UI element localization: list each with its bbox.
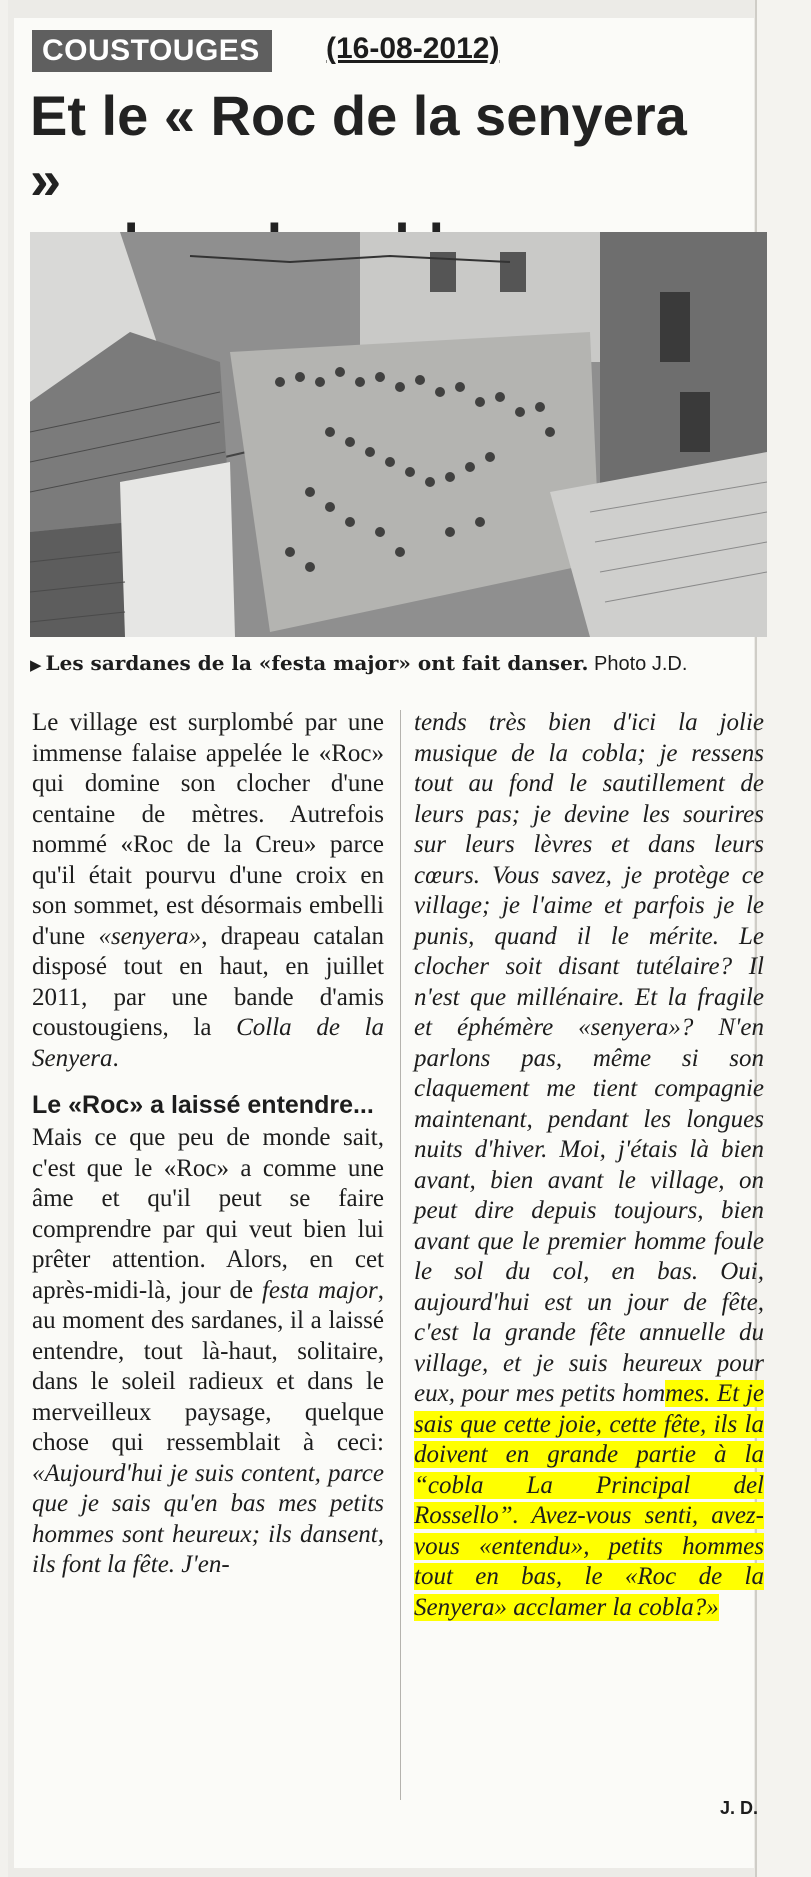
body-quote-start: «Aujourd'hui je suis content, parce que je sais qu'en bas mes petits hommes sont heureux; ils dansent, ils font la fête. J'en- [32, 1459, 384, 1578]
caption-text: Les sardanes de la «festa major» ont fait danser. [45, 651, 589, 675]
intro-colla-name: Colla de la Senyera [32, 1014, 384, 1072]
scan-margin-left [0, 0, 8, 1877]
intro-text-3: . [112, 1044, 119, 1072]
location-kicker: COUSTOUGES [32, 30, 272, 72]
photo-caption [30, 650, 770, 679]
headline-line-1: Et le « Roc de la senyera » [30, 84, 687, 211]
body-festa-major: festa major [261, 1276, 378, 1304]
article-column-left [32, 708, 384, 1581]
publication-date: (16-08-2012) [326, 32, 500, 65]
column-divider [400, 710, 401, 1800]
highlighted-quote: mes. Et je sais que cette joie, cette fête, ils la doivent en grande partie à la “cobla La Principal del Rossello”. Avez-vous senti, avez-vous «entendu», petits hommes tout en bas, le «Roc de la Senyera» acclamer la cobla?» [414, 1380, 764, 1621]
body-text-2: , au moment des sardanes, il a laissé entendre, tout là-haut, solitaire, dans le soleil radieux et dans le merveilleux paysage, quelque chose qui ressemblait à ceci: [32, 1276, 384, 1456]
intro-senyera: «senyera» [98, 922, 202, 950]
sardane-dance-photo [30, 232, 767, 637]
intro-text-1: Le village est surplombé par une immense falaise appelée le «Roc» qui domine son clocher d'une centaine de mètres. Autrefois nommé «Roc de la Creu» parce qu'il était pourvu d'une croix en son sommet, est désormais embelli d'une [32, 709, 384, 950]
quote-text: tends très bien d'ici la jolie musique de la cobla; je ressens tout au fond le sautillement de leurs pas; je devine les sourires sur leurs lèvres et dans leurs cœurs. Vous savez, je protège ce village; je l'aime et parfois je le punis, quand il le mérite. Le clocher soit disant tutélaire? Il n'est que millénaire. Et la fragile et éphémère «senyera»? N'en parlons pas, même si son claquement me tient compagnie maintenant, pendant les longues nuits d'hiver. Moi, j'étais là bien avant, bien avant le village, on peut dire depuis toujours, bien avant que le premier homme foule le sol du col, en bas. Oui, aujourd'hui est un jour de fête, c'est la grande fête annuelle du village, et je suis heureux pour eux, pour mes petits hom [414, 709, 764, 1407]
caption-arrow-icon: ▶ [30, 657, 42, 674]
quote-paragraph [414, 708, 764, 1623]
article-subhead: Le «Roc» a laissé entendre... [32, 1091, 374, 1119]
intro-paragraph [32, 708, 384, 1074]
body-paragraph [32, 1123, 384, 1581]
photo-credit: Photo J.D. [594, 653, 688, 675]
article-column-right [414, 708, 764, 1623]
author-signature: J. D. [720, 1798, 759, 1818]
article-photo [30, 232, 767, 637]
body-text-1: Mais ce que peu de monde sait, c'est que le «Roc» a comme une âme et qu'il peut se faire comprendre par qui veut bien lui prêter attention. Alors, en cet après-midi-là, jour de [32, 1124, 384, 1304]
intro-text-2: , drapeau catalan disposé tout en haut, en juillet 2011, par une bande d'amis coustougiens, la [32, 922, 384, 1041]
